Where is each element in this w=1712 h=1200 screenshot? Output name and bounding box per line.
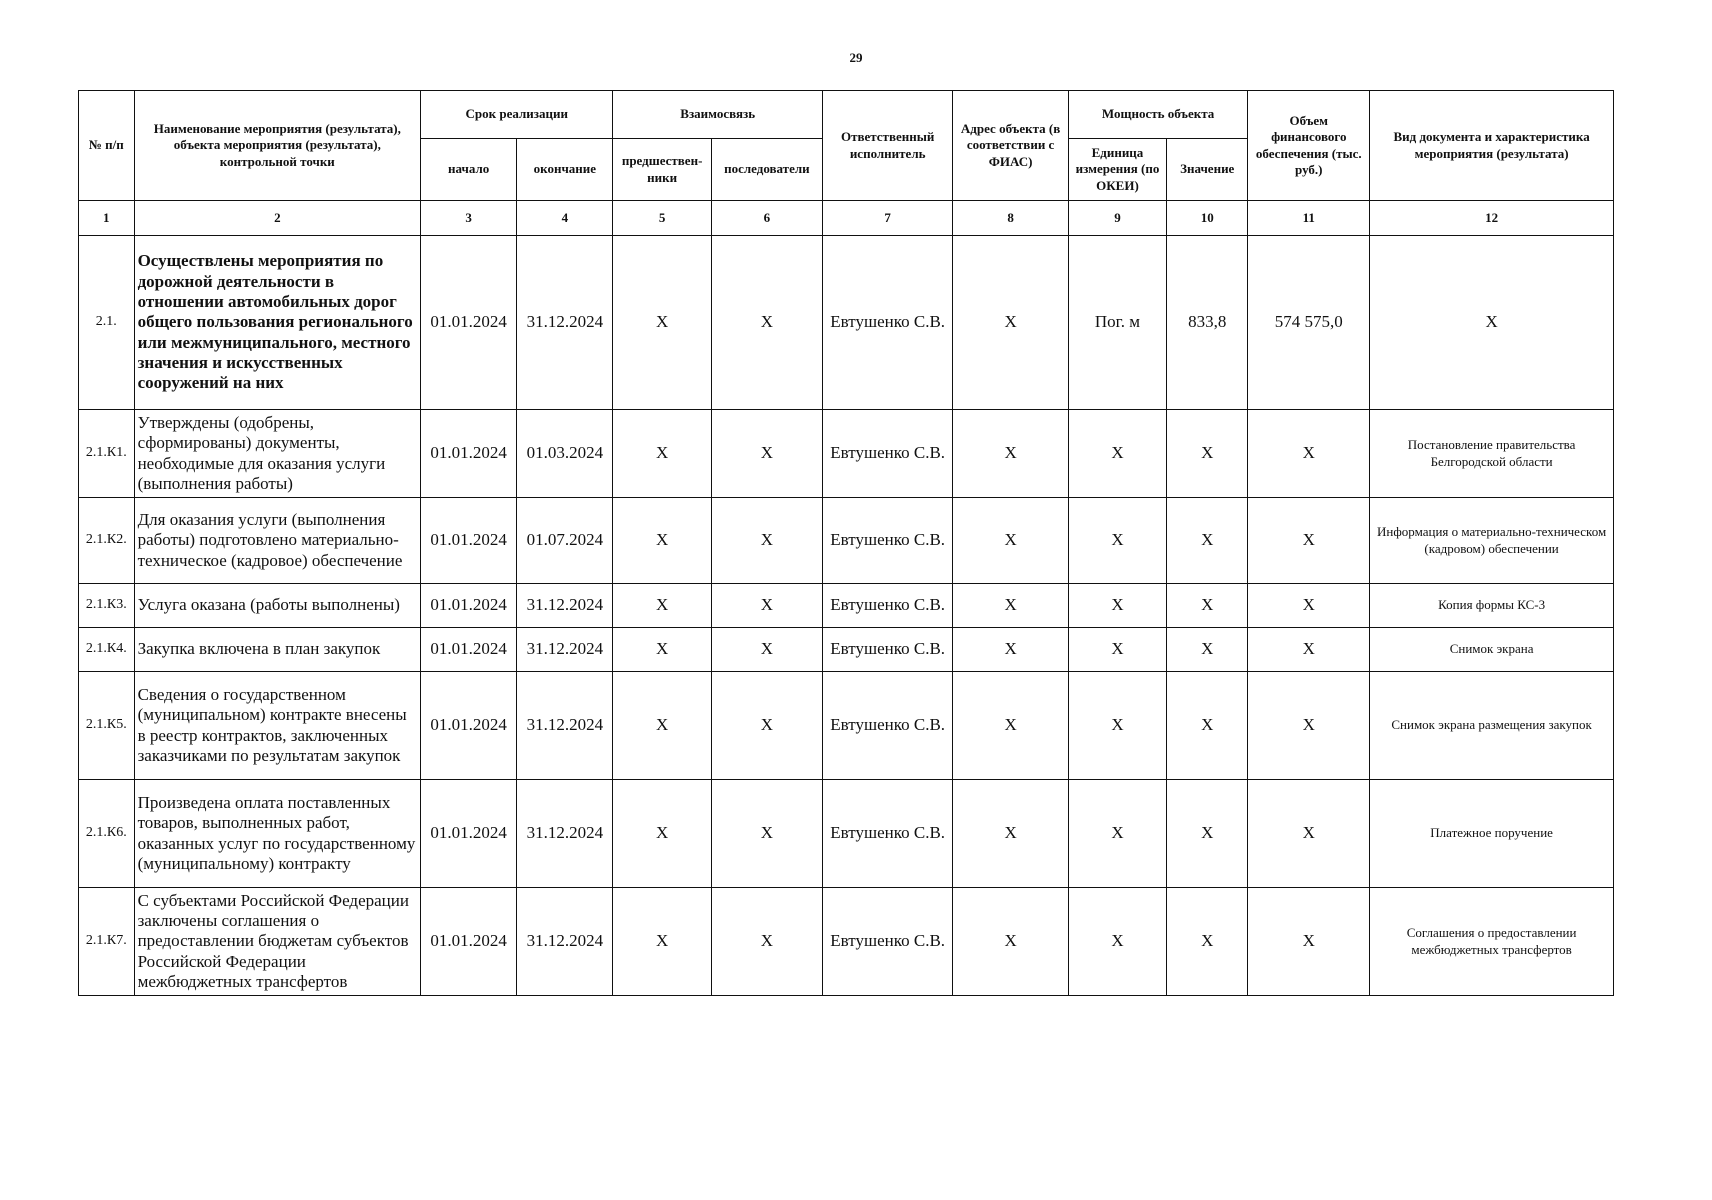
row-name: Утверждены (одобрены, сформированы) документы, необходимые для оказания услуги (выполнения работы) <box>134 410 420 498</box>
row-responsible: Евтушенко С.В. <box>822 780 952 888</box>
table-body <box>79 236 1614 996</box>
row-number: 2.1.К6. <box>79 780 135 888</box>
table-row <box>79 780 1614 888</box>
row-value: Х <box>1167 584 1248 628</box>
row-start: 01.01.2024 <box>421 498 517 584</box>
row-responsible: Евтушенко С.В. <box>822 236 952 410</box>
row-finance: Х <box>1248 672 1370 780</box>
column-number: 3 <box>421 201 517 236</box>
row-predecessors: Х <box>613 498 711 584</box>
row-responsible: Евтушенко С.В. <box>822 584 952 628</box>
row-successors: Х <box>711 888 822 996</box>
row-successors: Х <box>711 780 822 888</box>
table-row <box>79 410 1614 498</box>
row-number: 2.1.К7. <box>79 888 135 996</box>
row-address: Х <box>953 498 1068 584</box>
header-name: Наименование мероприятия (результата), объекта мероприятия (результата), контрольной точки <box>134 91 420 201</box>
row-unit: Х <box>1068 672 1166 780</box>
row-name: Осуществлены мероприятия по дорожной деятельности в отношении автомобильных дорог общего пользования регионального или межмуниципального, местного значения и искусственных сооружений на них <box>134 236 420 410</box>
row-responsible: Евтушенко С.В. <box>822 888 952 996</box>
row-start: 01.01.2024 <box>421 410 517 498</box>
row-end: 31.12.2024 <box>517 236 613 410</box>
row-address: Х <box>953 888 1068 996</box>
row-finance: Х <box>1248 584 1370 628</box>
row-predecessors: Х <box>613 888 711 996</box>
page-number: 29 <box>849 50 863 65</box>
row-number: 2.1.К2. <box>79 498 135 584</box>
row-start: 01.01.2024 <box>421 236 517 410</box>
row-predecessors: Х <box>613 584 711 628</box>
column-number: 2 <box>134 201 420 236</box>
row-responsible: Евтушенко С.В. <box>822 628 952 672</box>
row-finance: Х <box>1248 780 1370 888</box>
column-number: 1 <box>79 201 135 236</box>
column-number: 8 <box>953 201 1068 236</box>
column-numbers-row <box>79 201 1614 236</box>
row-value: 833,8 <box>1167 236 1248 410</box>
row-successors: Х <box>711 584 822 628</box>
row-successors: Х <box>711 628 822 672</box>
row-doc: Платежное поручение <box>1370 780 1614 888</box>
row-number: 2.1.К3. <box>79 584 135 628</box>
row-doc: Постановление правительства Белгородской области <box>1370 410 1614 498</box>
row-finance: 574 575,0 <box>1248 236 1370 410</box>
row-start: 01.01.2024 <box>421 584 517 628</box>
column-number: 4 <box>517 201 613 236</box>
row-doc: Информация о материально-техническом (кадровом) обеспечении <box>1370 498 1614 584</box>
row-address: Х <box>953 780 1068 888</box>
row-number: 2.1.К1. <box>79 410 135 498</box>
row-address: Х <box>953 584 1068 628</box>
row-address: Х <box>953 628 1068 672</box>
row-number: 2.1.К5. <box>79 672 135 780</box>
row-name: Услуга оказана (работы выполнены) <box>134 584 420 628</box>
header-start: начало <box>421 139 517 201</box>
column-number: 9 <box>1068 201 1166 236</box>
row-unit: Х <box>1068 410 1166 498</box>
header-value: Значение <box>1167 139 1248 201</box>
row-start: 01.01.2024 <box>421 888 517 996</box>
row-doc: Соглашения о предоставлении межбюджетных трансфертов <box>1370 888 1614 996</box>
row-name: Произведена оплата поставленных товаров, выполненных работ, оказанных услуг по государственному (муниципальному) контракту <box>134 780 420 888</box>
row-end: 31.12.2024 <box>517 888 613 996</box>
row-value: Х <box>1167 888 1248 996</box>
header-capacity: Мощность объекта <box>1068 91 1248 139</box>
row-doc: Копия формы КС-3 <box>1370 584 1614 628</box>
header-relation: Взаимосвязь <box>613 91 823 139</box>
row-address: Х <box>953 672 1068 780</box>
row-value: Х <box>1167 672 1248 780</box>
row-finance: Х <box>1248 410 1370 498</box>
row-end: 31.12.2024 <box>517 780 613 888</box>
row-doc: Снимок экрана размещения закупок <box>1370 672 1614 780</box>
row-name: Для оказания услуги (выполнения работы) подготовлено материально-техническое (кадровое) обеспечение <box>134 498 420 584</box>
header-unit: Единица измерения (по ОКЕИ) <box>1068 139 1166 201</box>
column-number: 5 <box>613 201 711 236</box>
row-predecessors: Х <box>613 236 711 410</box>
column-number: 10 <box>1167 201 1248 236</box>
row-name: Сведения о государственном (муниципальном) контракте внесены в реестр контрактов, заключенных заказчиками по результатам закупок <box>134 672 420 780</box>
row-name: Закупка включена в план закупок <box>134 628 420 672</box>
table-header <box>79 91 1614 201</box>
row-end: 31.12.2024 <box>517 672 613 780</box>
column-number: 12 <box>1370 201 1614 236</box>
header-doc: Вид документа и характеристика мероприятия (результата) <box>1370 91 1614 201</box>
table-row <box>79 498 1614 584</box>
header-responsible: Ответственный исполнитель <box>822 91 952 201</box>
row-responsible: Евтушенко С.В. <box>822 672 952 780</box>
row-end: 31.12.2024 <box>517 628 613 672</box>
table-row <box>79 236 1614 410</box>
activities-table <box>78 90 1614 996</box>
row-unit: Х <box>1068 498 1166 584</box>
table-row <box>79 584 1614 628</box>
row-value: Х <box>1167 628 1248 672</box>
row-successors: Х <box>711 498 822 584</box>
row-end: 31.12.2024 <box>517 584 613 628</box>
header-successors: последователи <box>711 139 822 201</box>
row-successors: Х <box>711 236 822 410</box>
row-value: Х <box>1167 780 1248 888</box>
row-unit: Пог. м <box>1068 236 1166 410</box>
row-predecessors: Х <box>613 410 711 498</box>
row-end: 01.03.2024 <box>517 410 613 498</box>
header-address: Адрес объекта (в соответствии с ФИАС) <box>953 91 1068 201</box>
table-row <box>79 888 1614 996</box>
row-value: Х <box>1167 410 1248 498</box>
row-start: 01.01.2024 <box>421 672 517 780</box>
row-finance: Х <box>1248 628 1370 672</box>
row-successors: Х <box>711 410 822 498</box>
row-start: 01.01.2024 <box>421 780 517 888</box>
row-finance: Х <box>1248 498 1370 584</box>
row-unit: Х <box>1068 780 1166 888</box>
row-predecessors: Х <box>613 628 711 672</box>
header-num: № п/п <box>79 91 135 201</box>
row-responsible: Евтушенко С.В. <box>822 410 952 498</box>
row-predecessors: Х <box>613 780 711 888</box>
row-end: 01.07.2024 <box>517 498 613 584</box>
row-number: 2.1.К4. <box>79 628 135 672</box>
row-number: 2.1. <box>79 236 135 410</box>
column-number: 6 <box>711 201 822 236</box>
row-doc: Х <box>1370 236 1614 410</box>
row-responsible: Евтушенко С.В. <box>822 498 952 584</box>
table-row <box>79 628 1614 672</box>
table-row <box>79 672 1614 780</box>
header-predecessors: предшествен-ники <box>613 139 711 201</box>
row-value: Х <box>1167 498 1248 584</box>
row-unit: Х <box>1068 584 1166 628</box>
row-successors: Х <box>711 672 822 780</box>
column-number: 7 <box>822 201 952 236</box>
row-address: Х <box>953 410 1068 498</box>
header-period: Срок реализации <box>421 91 613 139</box>
row-start: 01.01.2024 <box>421 628 517 672</box>
header-end: окончание <box>517 139 613 201</box>
row-unit: Х <box>1068 628 1166 672</box>
column-number: 11 <box>1248 201 1370 236</box>
row-finance: Х <box>1248 888 1370 996</box>
row-predecessors: Х <box>613 672 711 780</box>
header-finance: Объем финансового обеспечения (тыс. руб.) <box>1248 91 1370 201</box>
row-address: Х <box>953 236 1068 410</box>
row-unit: Х <box>1068 888 1166 996</box>
row-doc: Снимок экрана <box>1370 628 1614 672</box>
row-name: С субъектами Российской Федерации заключены соглашения о предоставлении бюджетам субъектов Российской Федерации межбюджетных трансфертов <box>134 888 420 996</box>
